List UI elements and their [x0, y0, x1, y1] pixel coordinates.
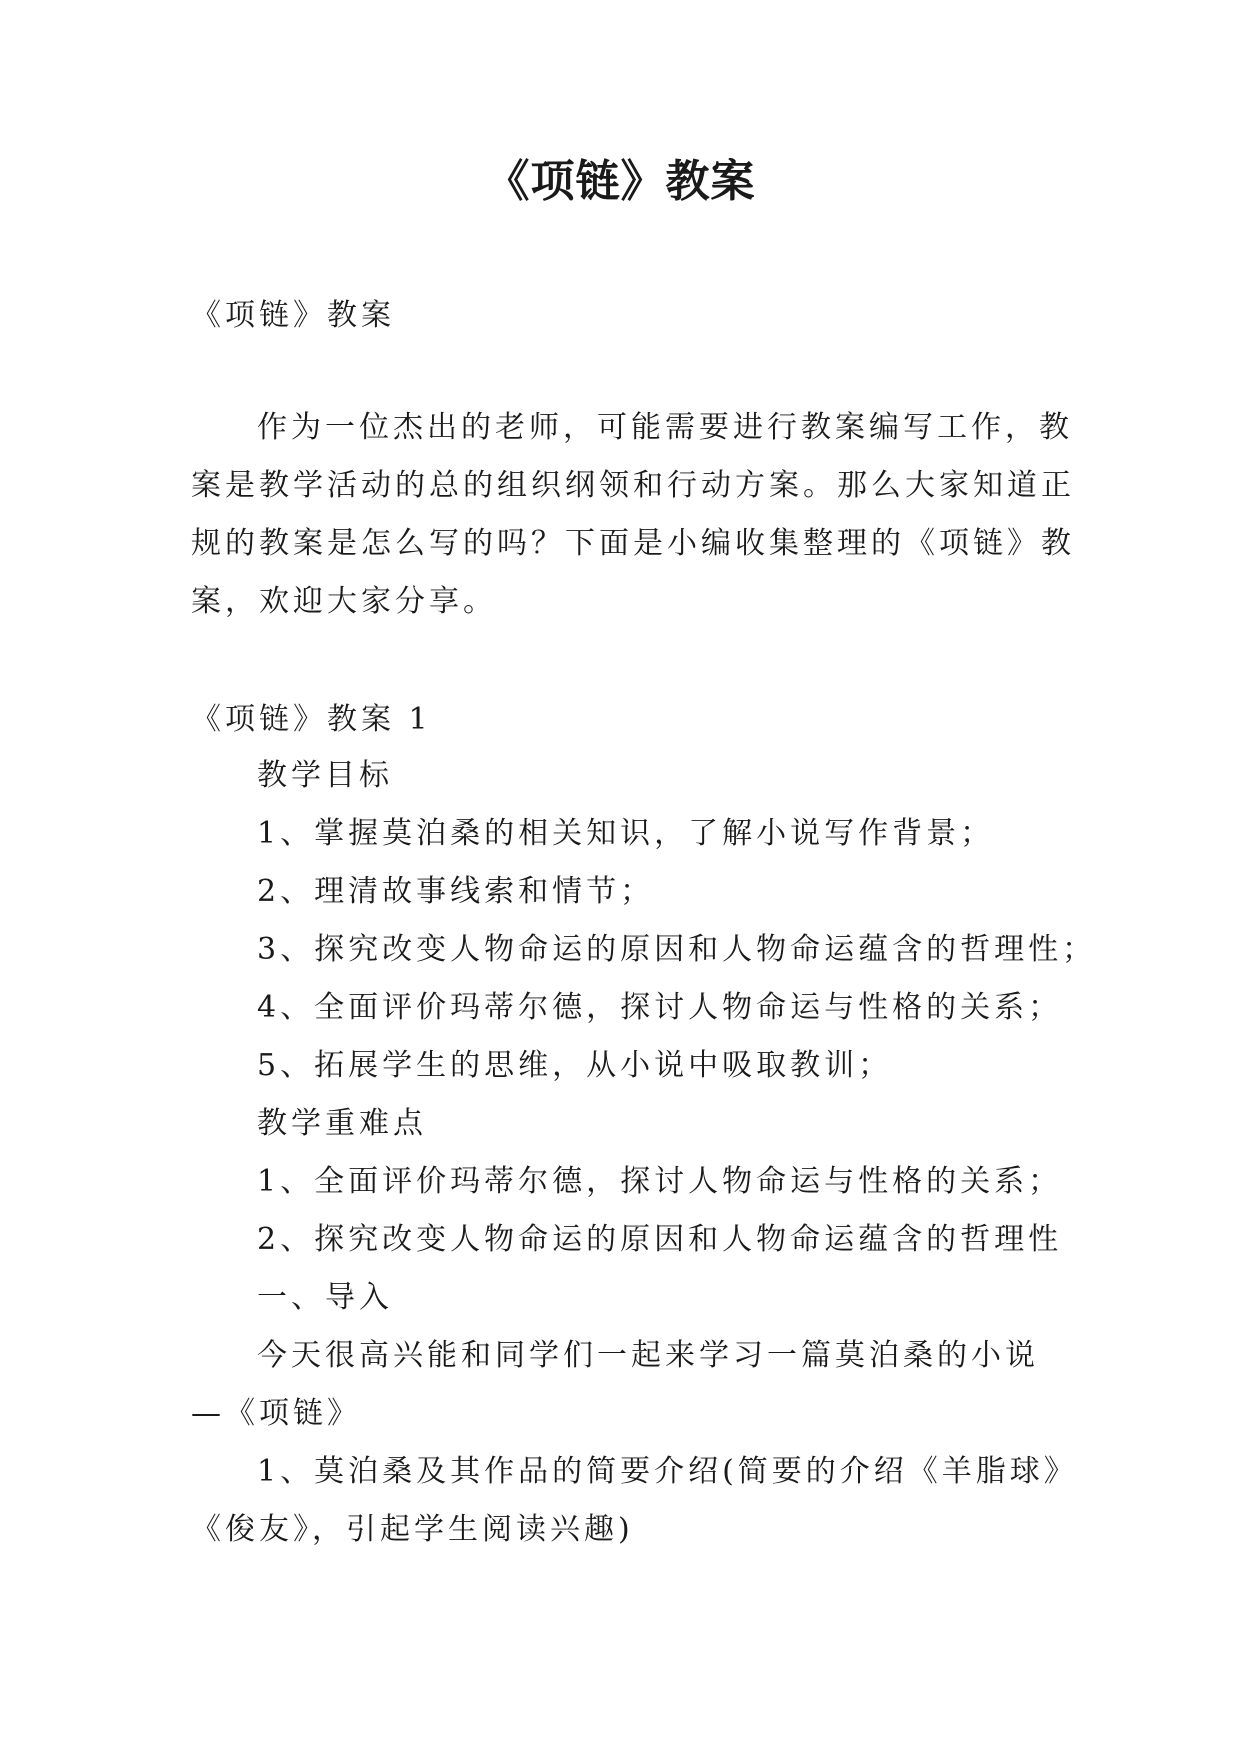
step1-line-1: 1、莫泊桑及其作品的简要介绍(简要的介绍《羊脂球》	[257, 1454, 1078, 1489]
intro-line-1: 作为一位杰出的老师，可能需要进行教案编写工作，教	[257, 410, 1073, 445]
intro-step-heading: 一、导入	[257, 1280, 393, 1315]
difficulty-item-2: 2、探究改变人物命运的原因和人物命运蕴含的哲理性	[257, 1222, 1063, 1257]
difficulty-item-1: 1、全面评价玛蒂尔德，探讨人物命运与性格的关系；	[257, 1164, 1063, 1199]
objectives-heading: 教学目标	[257, 758, 393, 793]
step1-line-2: 《俊友》，引起学生阅读兴趣)	[191, 1512, 634, 1547]
objective-item-3: 3、探究改变人物命运的原因和人物命运蕴含的哲理性；	[257, 932, 1097, 967]
intro-step-line-2: —《项链》	[191, 1396, 361, 1431]
objective-item-2: 2、理清故事线索和情节；	[257, 874, 655, 909]
intro-step-line-1: 今天很高兴能和同学们一起来学习一篇莫泊桑的小说	[257, 1338, 1039, 1373]
section-title: 《项链》教案 1	[191, 702, 432, 737]
intro-line-4: 案，欢迎大家分享。	[191, 584, 497, 619]
intro-line-2: 案是教学活动的总的组织纲领和行动方案。那么大家知道正	[191, 468, 1075, 503]
intro-line-3: 规的教案是怎么写的吗？下面是小编收集整理的《项链》教	[191, 526, 1075, 561]
objective-item-1: 1、掌握莫泊桑的相关知识，了解小说写作背景；	[257, 816, 995, 851]
document-title: 《项链》教案	[485, 156, 756, 207]
document-subtitle: 《项链》教案	[191, 298, 395, 333]
difficulties-heading: 教学重难点	[257, 1106, 427, 1141]
objective-item-4: 4、全面评价玛蒂尔德，探讨人物命运与性格的关系；	[257, 990, 1063, 1025]
objective-item-5: 5、拓展学生的思维，从小说中吸取教训；	[257, 1048, 893, 1083]
